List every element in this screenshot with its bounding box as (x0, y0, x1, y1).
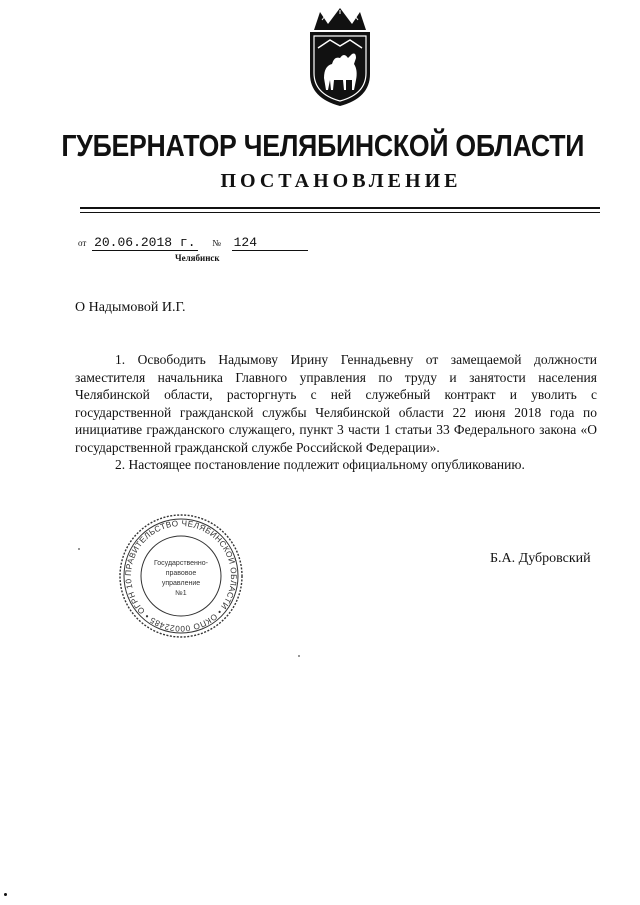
date-prefix: от (78, 238, 87, 248)
signer-name: Б.А. Дубровский (490, 551, 591, 566)
document-type: ПОСТАНОВЛЕНИЕ (220, 170, 462, 192)
scan-speck (78, 548, 80, 550)
coat-of-arms-icon (300, 8, 380, 108)
document-body (75, 351, 597, 474)
number-prefix: № (212, 238, 221, 248)
paragraph-1: 1. Освободить Надымову Ирину Геннадьевну от замещаемой должности заместителя начальника Главного управления по труду и занятости населения Челябинской области, расторгнуть с ней служебный контракт и уволить с государственной гражданской службы Челябинской области 22 июня 2018 года по инициативе гражданского служащего, пункт 3 части 1 статьи 33 Федерального закона «О государственной гражданской службе Российской Федерации». (75, 352, 597, 455)
document-date: 20.06.2018 г. (94, 235, 196, 250)
scan-speck (298, 655, 300, 657)
stamp-center-line-1: Государственно- (153, 560, 209, 567)
stamp-center-line-3: управление (161, 580, 201, 587)
document-number: 124 (232, 236, 308, 251)
scan-speck (4, 893, 7, 896)
stamp-center-line-4: №1 (175, 590, 187, 597)
header-divider-thick (80, 207, 600, 209)
stamp-center-line-2: правовое (165, 570, 197, 577)
organization-title: ГУБЕРНАТОР ЧЕЛЯБИНСКОЙ ОБЛАСТИ (61, 128, 585, 163)
stamp-ring-text: ПРАВИТЕЛЬСТВО ЧЕЛЯБИНСКОЙ ОБЛАСТИ • ОКПО 00022485 • ОГРН 10 (123, 518, 239, 634)
date-number-line (78, 236, 308, 251)
official-stamp (118, 513, 244, 639)
document-subject: О Надымовой И.Г. (75, 300, 186, 315)
paragraph-2: 2. Настоящее постановление подлежит официальному опубликованию. (115, 457, 525, 472)
header-divider-thin (80, 212, 600, 213)
city: Челябинск (175, 253, 220, 263)
